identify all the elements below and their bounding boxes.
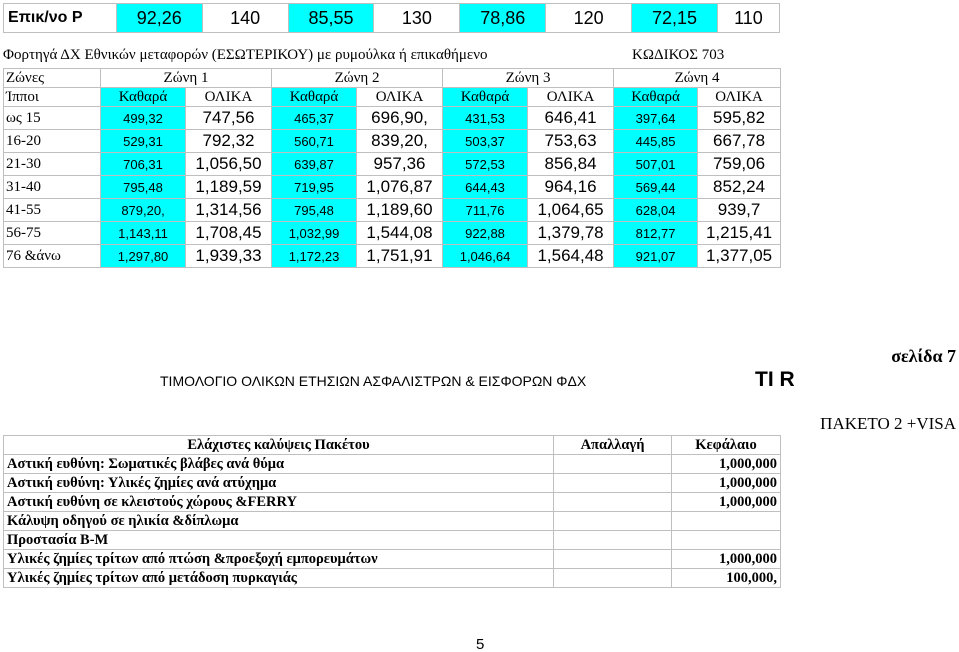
footer-page-number: 5 (476, 636, 485, 652)
coverage-deductible (554, 455, 672, 474)
hp-range: 56-75 (4, 222, 101, 245)
zones-header-row (4, 69, 781, 88)
zones-table (3, 68, 781, 268)
zone-header: Ζώνη 3 (443, 69, 614, 88)
total-premium-cell: 792,32 (186, 130, 272, 153)
net-premium-cell: 1,172,23 (272, 245, 357, 268)
strip-cell: 78,86 (460, 4, 546, 33)
coverage-header-row (4, 436, 781, 455)
strip-label: Επικ/νο Ρ (4, 4, 117, 33)
coverage-name: Υλικές ζημίες τρίτων από πτώση &προεξοχή εμπορευμάτων (4, 550, 554, 569)
net-premium-cell: 445,85 (614, 130, 698, 153)
tariff-title: ΤΙΜΟΛΟΓΙΟ ΟΛΙΚΩΝ ΕΤΗΣΙΩΝ ΑΣΦΑΛΙΣΤΡΩΝ & ΕΙΣΦΟΡΩΝ ΦΔΧ (160, 373, 587, 389)
coverage-capital: 1,000,000 (672, 493, 781, 512)
table-row (4, 153, 781, 176)
coverage-deductible (554, 474, 672, 493)
coverage-deductible (554, 550, 672, 569)
net-premium-cell: 644,43 (443, 176, 528, 199)
coverage-name: Κάλυψη οδηγού σε ηλικία &δίπλωμα (4, 512, 554, 531)
col-total: ΟΛΙΚΑ (357, 88, 443, 107)
coverage-capital: 100,000, (672, 569, 781, 588)
net-premium-cell: 529,31 (101, 130, 186, 153)
total-premium-cell: 957,36 (357, 153, 443, 176)
table-row (4, 474, 781, 493)
table-row (4, 107, 781, 130)
net-premium-cell: 560,71 (272, 130, 357, 153)
coverage-name: Αστική ευθύνη: Υλικές ζημίες ανά ατύχημα (4, 474, 554, 493)
strip-cell: 85,55 (288, 4, 374, 33)
product-code: ΚΩΔΙΚΟΣ 703 (632, 47, 725, 63)
coverage-capital (672, 512, 781, 531)
table-row (4, 222, 781, 245)
total-premium-cell: 852,24 (698, 176, 781, 199)
table-row (4, 550, 781, 569)
coverage-name: Υλικές ζημίες τρίτων από μετάδοση πυρκαγιάς (4, 569, 554, 588)
col-net: Καθαρά (443, 88, 528, 107)
total-premium-cell: 1,939,33 (186, 245, 272, 268)
net-premium-cell: 795,48 (101, 176, 186, 199)
coverage-col-deductible: Απαλλαγή (554, 436, 672, 455)
net-premium-cell: 1,297,80 (101, 245, 186, 268)
net-premium-cell: 628,04 (614, 199, 698, 222)
coverage-capital: 1,000,000 (672, 474, 781, 493)
total-premium-cell: 939,7 (698, 199, 781, 222)
total-premium-cell: 1,708,45 (186, 222, 272, 245)
col-total: ΟΛΙΚΑ (528, 88, 614, 107)
total-premium-cell: 964,16 (528, 176, 614, 199)
table-row (4, 130, 781, 153)
page-label: σελίδα 7 (891, 346, 956, 366)
net-premium-cell: 465,37 (272, 107, 357, 130)
net-premium-cell: 795,48 (272, 199, 357, 222)
table-row (4, 245, 781, 268)
coverage-col-name: Ελάχιστες καλύψεις Πακέτου (4, 436, 554, 455)
net-premium-cell: 1,046,64 (443, 245, 528, 268)
col-net: Καθαρά (614, 88, 698, 107)
total-premium-cell: 1,544,08 (357, 222, 443, 245)
table-row (4, 531, 781, 550)
total-premium-cell: 759,06 (698, 153, 781, 176)
total-premium-cell: 839,20, (357, 130, 443, 153)
coverage-table (3, 435, 781, 588)
total-premium-cell: 753,63 (528, 130, 614, 153)
hp-range: 16-20 (4, 130, 101, 153)
coverage-capital: 1,000,000 (672, 455, 781, 474)
net-premium-cell: 879,20, (101, 199, 186, 222)
coverage-deductible (554, 531, 672, 550)
zone-header: Ζώνη 1 (101, 69, 272, 88)
net-premium-cell: 639,87 (272, 153, 357, 176)
net-premium-cell: 719,95 (272, 176, 357, 199)
net-premium-cell: 503,37 (443, 130, 528, 153)
coverage-col-capital: Κεφάλαιο (672, 436, 781, 455)
table-row (4, 512, 781, 531)
columns-header-row (4, 88, 781, 107)
total-premium-cell: 696,90, (357, 107, 443, 130)
net-premium-cell: 499,32 (101, 107, 186, 130)
strip-cell: 130 (374, 4, 460, 33)
coverage-deductible (554, 493, 672, 512)
total-premium-cell: 1,314,56 (186, 199, 272, 222)
total-premium-cell: 856,84 (528, 153, 614, 176)
net-premium-cell: 1,143,11 (101, 222, 186, 245)
hp-range: 21-30 (4, 153, 101, 176)
package-label: ΠΑΚΕΤΟ 2 +VISA (820, 414, 956, 433)
coverage-name: Προστασία Β-Μ (4, 531, 554, 550)
total-premium-cell: 1,056,50 (186, 153, 272, 176)
coverage-name: Αστική ευθύνη: Σωματικές βλάβες ανά θύμα (4, 455, 554, 474)
strip-cell: 140 (202, 4, 288, 33)
net-premium-cell: 711,76 (443, 199, 528, 222)
total-premium-cell: 1,564,48 (528, 245, 614, 268)
total-premium-cell: 1,189,59 (186, 176, 272, 199)
total-premium-cell: 1,377,05 (698, 245, 781, 268)
table-row (4, 176, 781, 199)
total-premium-cell: 1,751,91 (357, 245, 443, 268)
premium-strip (3, 3, 780, 33)
coverage-deductible (554, 512, 672, 531)
zones-caption (3, 47, 780, 65)
zone-header: Ζώνη 4 (614, 69, 781, 88)
total-premium-cell: 646,41 (528, 107, 614, 130)
zones-label: Ζώνες (4, 69, 101, 88)
col-net: Καθαρά (272, 88, 357, 107)
net-premium-cell: 922,88 (443, 222, 528, 245)
zone-header: Ζώνη 2 (272, 69, 443, 88)
coverage-capital (672, 531, 781, 550)
strip-cell: 110 (717, 4, 779, 33)
net-premium-cell: 569,44 (614, 176, 698, 199)
total-premium-cell: 1,215,41 (698, 222, 781, 245)
coverage-name: Αστική ευθύνη σε κλειστούς χώρους &FERRY (4, 493, 554, 512)
zones-table-title: Φορτηγά ΔΧ Εθνικών μεταφορών (ΕΣΩΤΕΡΙΚΟΥ) με ρυμούλκα ή επικαθήμενο (3, 47, 488, 63)
hp-range: 41-55 (4, 199, 101, 222)
hp-range: ως 15 (4, 107, 101, 130)
total-premium-cell: 1,064,65 (528, 199, 614, 222)
col-total: ΟΛΙΚΑ (698, 88, 781, 107)
net-premium-cell: 572,53 (443, 153, 528, 176)
table-row (4, 493, 781, 512)
total-premium-cell: 1,076,87 (357, 176, 443, 199)
net-premium-cell: 1,032,99 (272, 222, 357, 245)
net-premium-cell: 431,53 (443, 107, 528, 130)
strip-cell: 92,26 (116, 4, 202, 33)
net-premium-cell: 921,07 (614, 245, 698, 268)
table-row (4, 569, 781, 588)
net-premium-cell: 397,64 (614, 107, 698, 130)
net-premium-cell: 507,01 (614, 153, 698, 176)
net-premium-cell: 812,77 (614, 222, 698, 245)
net-premium-cell: 706,31 (101, 153, 186, 176)
total-premium-cell: 747,56 (186, 107, 272, 130)
tir-label: TI R (755, 368, 795, 391)
table-row (4, 455, 781, 474)
col-total: ΟΛΙΚΑ (186, 88, 272, 107)
table-row (4, 199, 781, 222)
total-premium-cell: 595,82 (698, 107, 781, 130)
total-premium-cell: 667,78 (698, 130, 781, 153)
hp-range: 76 &άνω (4, 245, 101, 268)
strip-cell: 120 (546, 4, 632, 33)
strip-cell: 72,15 (632, 4, 718, 33)
total-premium-cell: 1,379,78 (528, 222, 614, 245)
hp-range: 31-40 (4, 176, 101, 199)
total-premium-cell: 1,189,60 (357, 199, 443, 222)
coverage-capital: 1,000,000 (672, 550, 781, 569)
coverage-deductible (554, 569, 672, 588)
hp-label: Ίπποι (4, 88, 101, 107)
col-net: Καθαρά (101, 88, 186, 107)
